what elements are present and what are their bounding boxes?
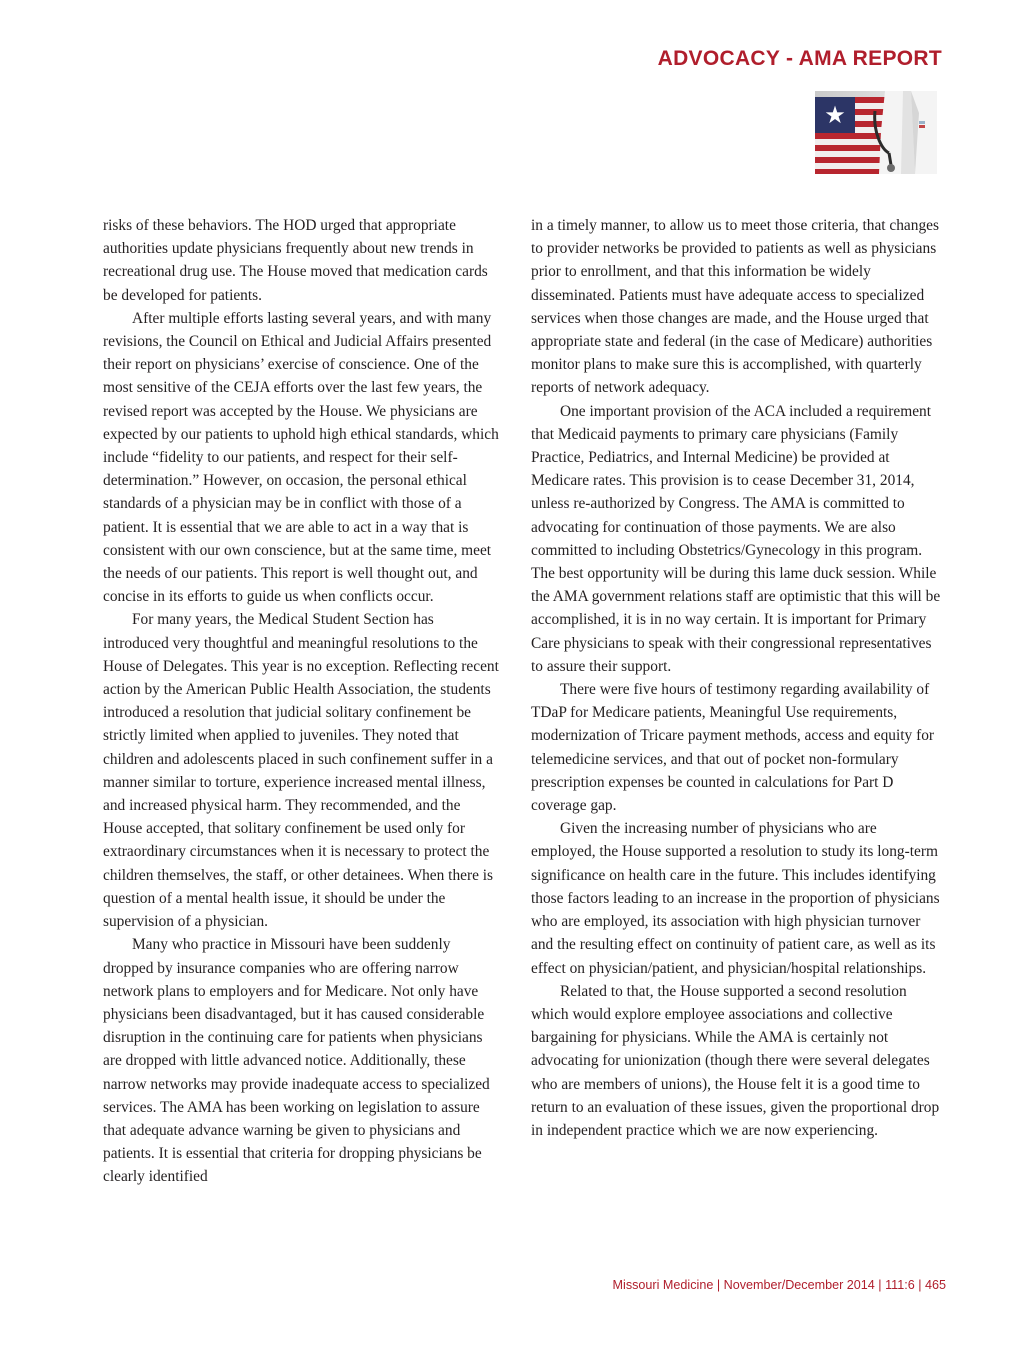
svg-text:★: ★ (824, 101, 846, 129)
paragraph: in a timely manner, to allow us to meet those criteria, that changes to provider networks be provided to patients as well as physicians prior to enrollment, and that this information be widely disseminated. Patients must have adequate access to specialized services when those changes are made, and the House urged that appropriate state and federal (in the case of Medicare) authorities monitor plans to make sure this is accomplished, with quarterly reports of network adequacy. (531, 217, 939, 397)
paragraph: There were five hours of testimony regarding availability of TDaP for Medicare patients, Meaningful Use requirements, modernization of Tricare payment methods, access and equity for telemedicine services, and that out of pocket non-formulary prescription expenses be counted in calculations for Part D coverage gap. (531, 681, 935, 815)
flag-doctor-image (815, 91, 937, 174)
paragraph: risks of these behaviors. The HOD urged that appropriate authorities update physicians frequently about new trends in recreational drug use. The House moved that medication cards be developed for patients. (103, 217, 488, 304)
paragraph: Given the increasing number of physicians who are employed, the House supported a resolution to study its long-term significance on health care in the future. This includes identifying those factors leading to an increase in the proportion of physicians who are employed, its association with high physician turnover and the resulting effect on continuity of patient care, as well as its effect on physician/patient, and physician/hospital relationships. (531, 820, 940, 977)
paragraph: For many years, the Medical Student Section has introduced very thoughtful and meaningful resolutions to the House of Delegates. This year is no exception. Reflecting recent action by the American Public Health Association, the students introduced a resolution that judicial solitary confinement be strictly limited when applied to juveniles. They noted that children and adolescents placed in such confinement suffer in a manner similar to torture, experience increased mental illness, and increased physical harm. They recommended, and the House accepted, that solitary confinement be used only for extraordinary circumstances when it is necessary to protect the children themselves, the staff, or other detainees. When there is question of a mental health issue, it should be under the supervision of a physician. (103, 611, 499, 931)
paragraph: One important provision of the ACA included a requirement that Medicaid payments to primary care physicians (Family Practice, Pediatrics, and Internal Medicine) be provided at Medicare rates. This provision is to cease December 31, 2014, unless re-authorized by Congress. The AMA is committed to advocating for continuation of those payments. We are also committed to including Obstetrics/Gynecology in this program. The best opportunity will be during this lame duck session. While the AMA government relations staff are optimistic that this will be accomplished, it is in no way certain. It is important for Primary Care physicians to speak with their congressional representatives to assure their support. (531, 402, 941, 675)
paragraph: Many who practice in Missouri have been suddenly dropped by insurance companies who are offering narrow network plans to employers and for Medicare. Not only have physicians been disadvantaged, but it has caused considerable disruption in the continuing care for patients when physicians are dropped with little advanced notice. Additionally, these narrow networks may provide inadequate access to specialized services. The AMA has been working on legislation to assure that adequate advance warning be given to physicians and patients. It is essential that criteria for dropping physicians be clearly identified (103, 936, 490, 1186)
section-title: ADVOCACY - AMA REPORT (657, 47, 942, 70)
footer-citation: Missouri Medicine | November/December 2014 | 111:6 | 465 (612, 1278, 946, 1292)
paragraph: After multiple efforts lasting several years, and with many revisions, the Council on Ethical and Judicial Affairs presented their report on physicians’ exercise of conscience. One of the most sensitive of the CEJA efforts over the last few years, the revised report was accepted by the House. We physicians are expected by our patients to uphold high ethical standards, which include “fidelity to our patients, and respect for their self-determination.” However, on occasion, the personal ethical standards of a physician may be in conflict with those of a patient. It is essential that we are able to act in a way that is consistent with our own conscience, but at the same time, meet the needs of our patients. This report is well thought out, and concise in its efforts to guide us when conflicts occur. (103, 309, 499, 606)
paragraph: Related to that, the House supported a second resolution which would explore employee associations and collective bargaining for physicians. While the AMA is certainly not advocating for unionization (though there were several delegates who are members of unions), the House felt it is a good time to return to an evaluation of these issues, given the proportional drop in independent practice which we are now experiencing. (531, 982, 940, 1139)
right-column (531, 214, 941, 1142)
left-column (103, 214, 503, 1189)
